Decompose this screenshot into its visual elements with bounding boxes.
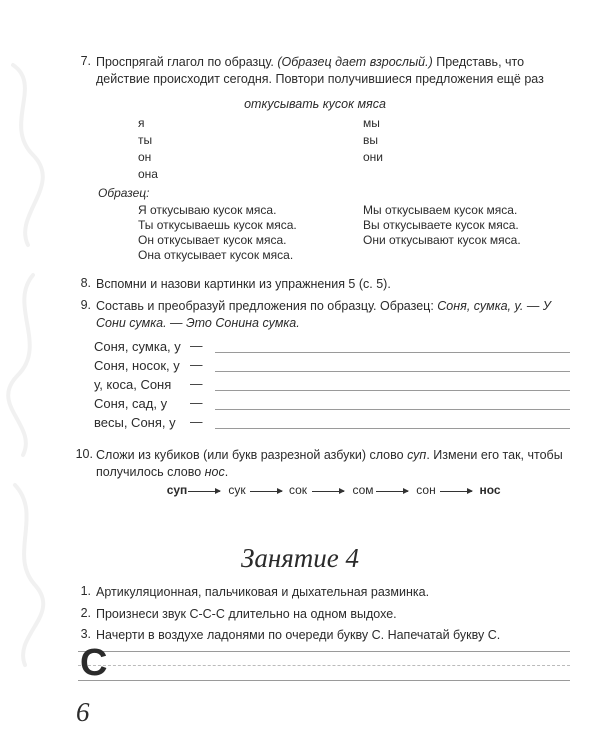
chain-word: сук xyxy=(228,483,246,497)
ex9-dash: — xyxy=(190,358,203,372)
ex8-instruction: Вспомни и назови картинки из упражнения 5 (с. 5). xyxy=(96,277,391,291)
ex9-item: Соня, носок, у xyxy=(94,358,180,373)
answer-line[interactable] xyxy=(215,371,570,372)
letter-sample: С xyxy=(80,642,108,684)
pronoun: мы xyxy=(363,116,380,130)
chain-word: сом xyxy=(352,483,374,497)
ex9-item: Соня, сад, у xyxy=(94,396,168,411)
chain-word: сок xyxy=(288,483,308,497)
ex8-number: 8. xyxy=(80,276,91,290)
answer-line[interactable] xyxy=(215,352,570,353)
ex7-number: 7. xyxy=(80,54,91,68)
page-number: 6 xyxy=(76,697,90,727)
ex7-text-b: (Образец дает взрослый.) xyxy=(277,55,433,69)
answer-line[interactable] xyxy=(215,390,570,391)
ex10-number: 10. xyxy=(75,447,93,461)
sample-sentence: Я откусываю кусок мяса. xyxy=(138,203,277,217)
decorative-border-swirls xyxy=(3,45,53,675)
answer-line[interactable] xyxy=(215,428,570,429)
lesson-item-number: 1. xyxy=(80,584,91,598)
ex10-text-c: . xyxy=(224,465,229,479)
ex10-instruction xyxy=(96,447,574,481)
sample-sentence: Мы откусываем кусок мяса. xyxy=(363,203,518,217)
sample-sentence: Ты откусываешь кусок мяса. xyxy=(138,218,297,232)
pronoun: вы xyxy=(363,133,378,147)
sample-sentence: Они откусывают кусок мяса. xyxy=(363,233,521,247)
chain-word: суп xyxy=(166,483,188,497)
lesson-item-text: Артикуляционная, пальчиковая и дыхательная разминка. xyxy=(96,585,430,599)
lesson-item-number: 2. xyxy=(80,606,91,620)
writing-line-mid xyxy=(78,665,570,666)
ex7-text-c: Представь, что действие происходит сегодня. Повтори получившиеся предложения ещё раз xyxy=(96,55,544,86)
chain-word: сон xyxy=(416,483,436,497)
pronoun: я xyxy=(138,116,145,130)
ex9-instruction xyxy=(96,298,574,332)
lesson-title: Занятие 4 xyxy=(240,543,360,573)
lesson-item-text: Начерти в воздухе ладонями по очереди букву С. Напечатай букву С. xyxy=(96,628,501,642)
ex10-word-b: нос xyxy=(204,465,225,479)
ex9-text-b: Соня, сумка, у. — У Сони сумка. — Это Сонина сумка. xyxy=(96,299,551,330)
ex7-phrase: откусывать кусок мяса xyxy=(244,97,386,111)
pronoun: она xyxy=(138,167,158,181)
sample-sentence: Вы откусываете кусок мяса. xyxy=(363,218,519,232)
ex7-instruction xyxy=(96,54,574,88)
ex10-text-b: . Измени его так, чтобы получилось слово xyxy=(96,448,563,479)
pronoun: они xyxy=(363,150,384,164)
pronoun: ты xyxy=(138,133,153,147)
answer-line[interactable] xyxy=(215,409,570,410)
ex9-item: Соня, сумка, у xyxy=(94,339,181,354)
sample-label: Образец: xyxy=(98,186,150,200)
ex9-item: весы, Соня, у xyxy=(94,415,176,430)
chain-arrow xyxy=(312,491,344,492)
ex9-dash: — xyxy=(190,396,203,410)
ex10-word-a: суп xyxy=(407,448,427,462)
writing-line-base[interactable] xyxy=(78,680,570,681)
sample-sentence: Она откусывает кусок мяса. xyxy=(138,248,294,262)
ex9-dash: — xyxy=(190,415,203,429)
ex9-dash: — xyxy=(190,377,203,391)
ex9-number: 9. xyxy=(80,298,91,312)
ex9-dash: — xyxy=(190,339,203,353)
ex9-text-a: Составь и преобразуй предложения по образцу. Образец: xyxy=(96,299,438,313)
pronoun: он xyxy=(138,150,152,164)
ex7-text-a: Проспрягай глагол по образцу. xyxy=(96,55,278,69)
lesson-item-number: 3. xyxy=(80,627,91,641)
writing-line-top xyxy=(78,651,570,652)
lesson-item-text: Произнеси звук С-С-С длительно на одном выдохе. xyxy=(96,607,397,621)
ex9-item: у, коса, Соня xyxy=(94,377,172,392)
sample-sentence: Он откусывает кусок мяса. xyxy=(138,233,287,247)
chain-word: нос xyxy=(479,483,501,497)
ex10-text-a: Сложи из кубиков (или букв разрезной азбуки) слово xyxy=(96,448,408,462)
